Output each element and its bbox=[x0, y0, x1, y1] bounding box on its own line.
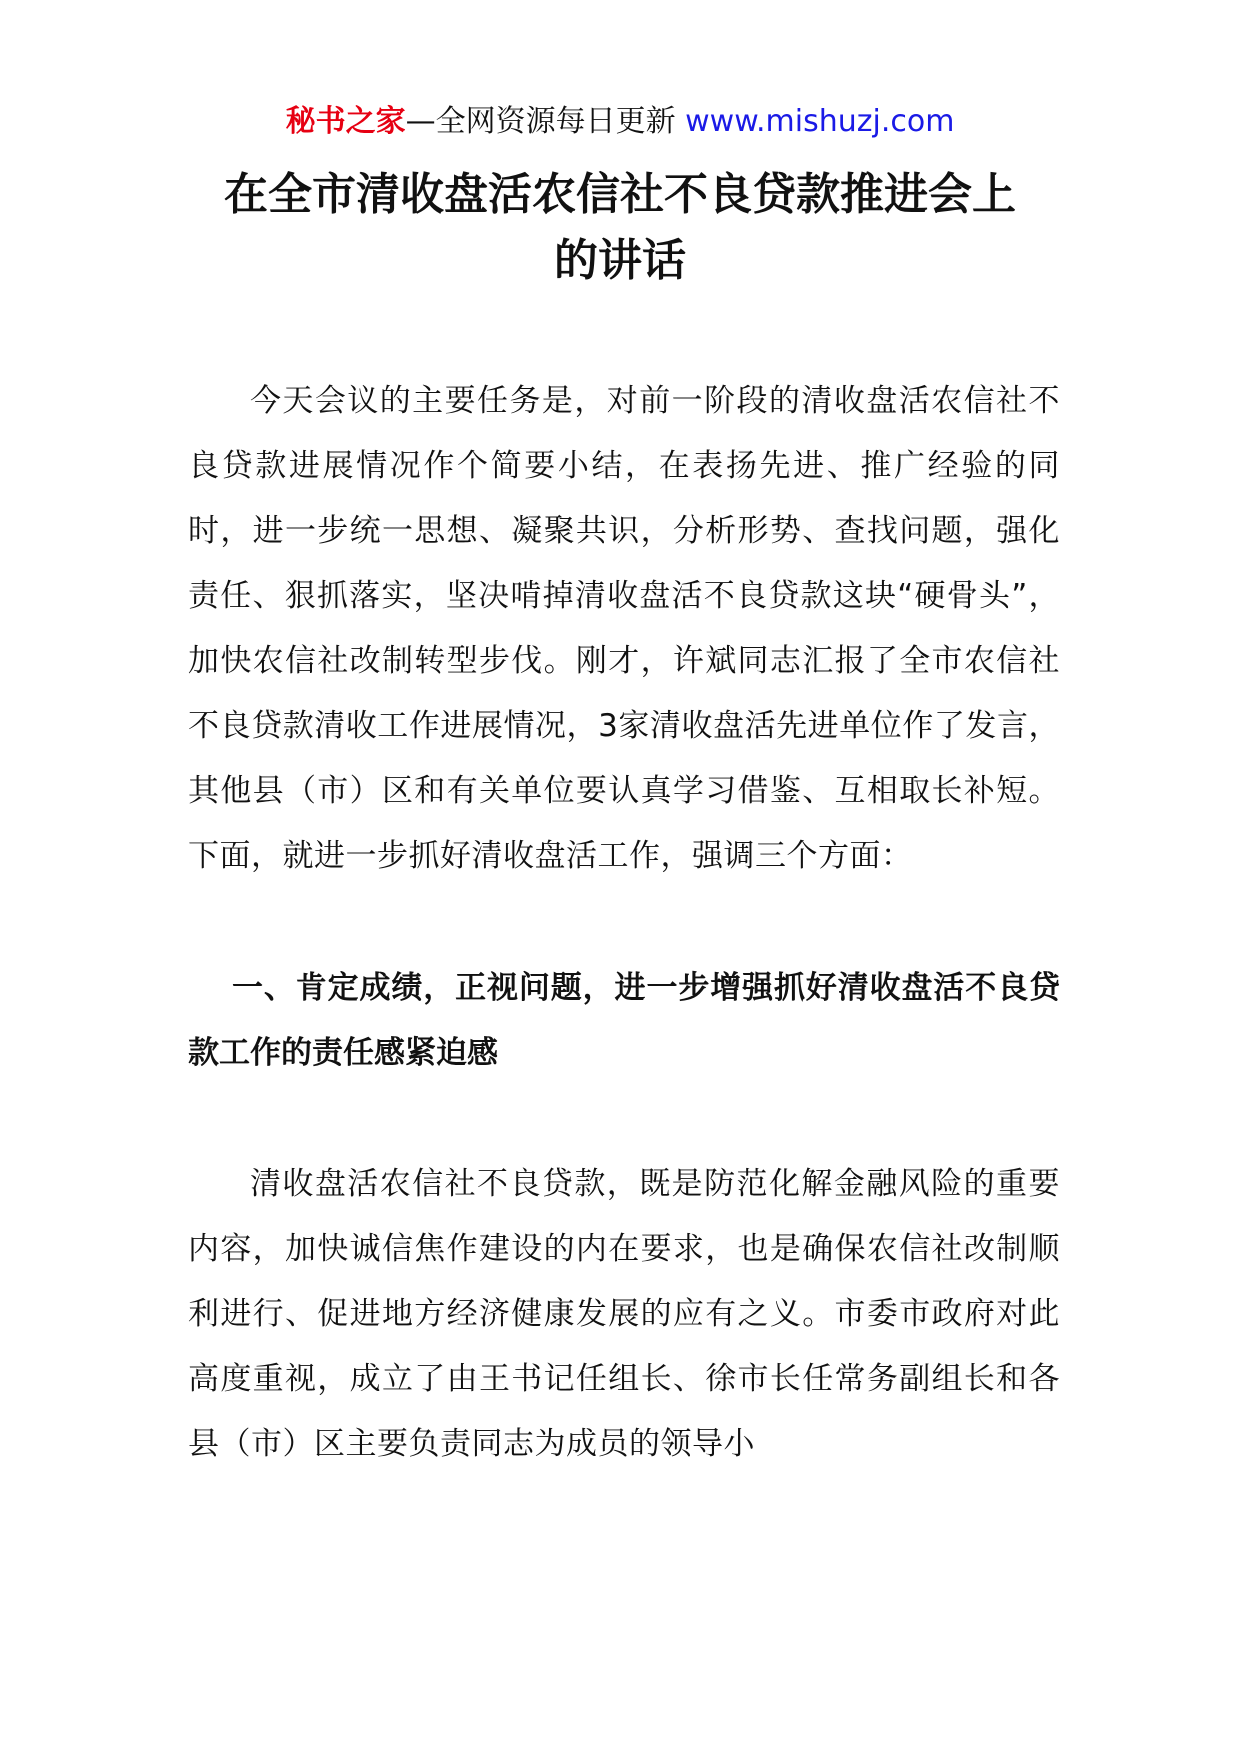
title-line-1: 在全市清收盘活农信社不良贷款推进会上 bbox=[224, 169, 1016, 220]
site-url-link[interactable]: www.mishuzj.com bbox=[685, 104, 955, 139]
document-body bbox=[188, 369, 1060, 1477]
header-tagline: —全网资源每日更新 bbox=[405, 104, 686, 139]
document-title bbox=[150, 162, 1090, 294]
site-header bbox=[0, 100, 1240, 144]
brand-name: 秘书之家 bbox=[285, 104, 406, 139]
body-paragraph-2: 清收盘活农信社不良贷款，既是防范化解金融风险的重要内容，加快诚信焦作建设的内在要求，也是确保农信社改制顺利进行、促进地方经济健康发展的应有之义。市委市政府对此高度重视，成立了由王书记任组长、徐市长任常务副组长和各县（市）区主要负责同志为成员的领导小 bbox=[188, 1166, 1060, 1462]
section-heading-1: 一、肯定成绩，正视问题，进一步增强抓好清收盘活不良贷款工作的责任感紧迫感 bbox=[188, 970, 1060, 1071]
title-line-2: 的讲话 bbox=[554, 235, 686, 286]
intro-paragraph: 今天会议的主要任务是，对前一阶段的清收盘活农信社不良贷款进展情况作个简要小结，在表扬先进、推广经验的同时，进一步统一思想、凝聚共识，分析形势、查找问题，强化责任、狠抓落实，坚决啃掉清收盘活不良贷款这块“硬骨头”，加快农信社改制转型步伐。刚才，许斌同志汇报了全市农信社不良贷款清收工作进展情况，3家清收盘活先进单位作了发言，其他县（市）区和有关单位要认真学习借鉴、互相取长补短。下面，就进一步抓好清收盘活工作，强调三个方面： bbox=[188, 383, 1060, 874]
